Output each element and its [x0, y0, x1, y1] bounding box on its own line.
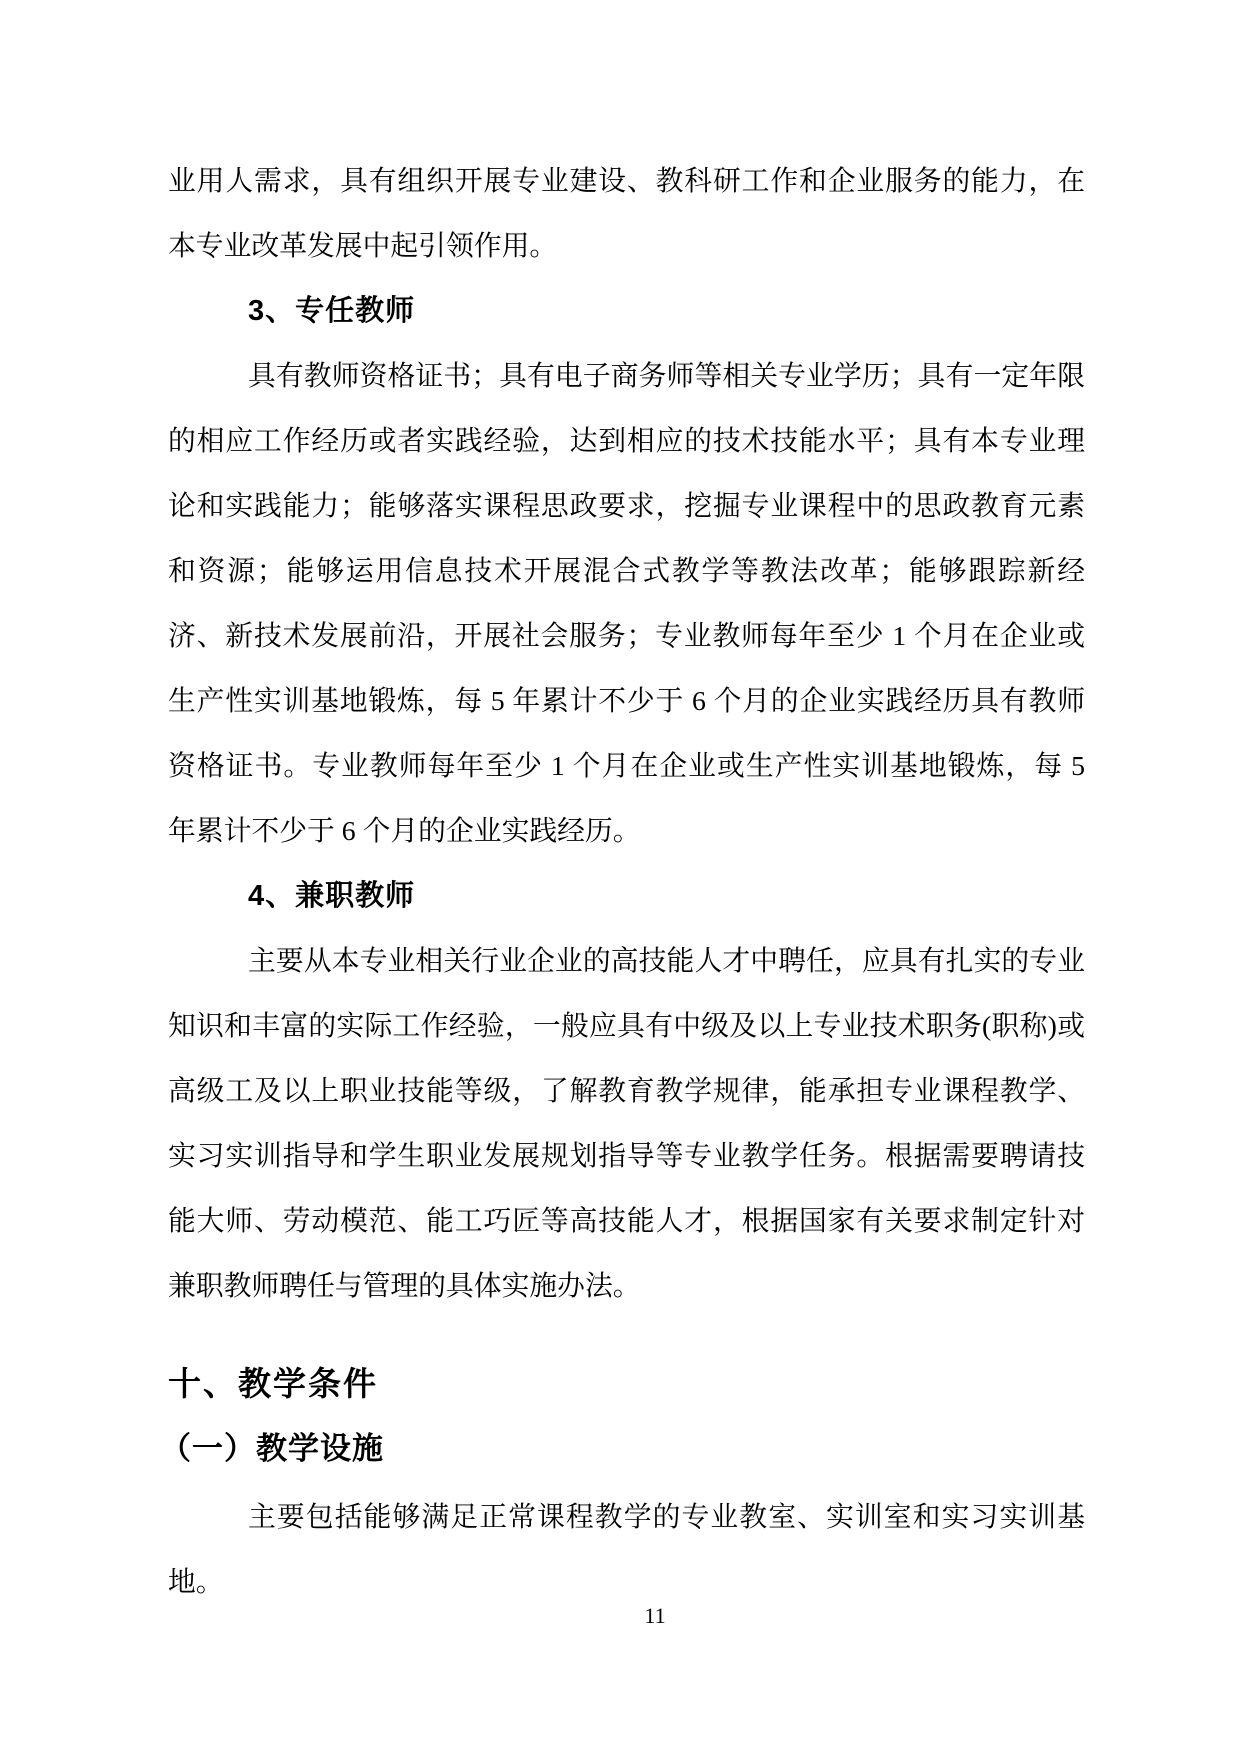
- paragraph-parttime-teachers: 主要从本专业相关行业企业的高技能人才中聘任，应具有扎实的专业知识和丰富的实际工作经验，一般应具有中级及以上专业技术职务(职称)或高级工及以上职业技能等级，了解教育教学规律，能承担专业课程教学、实习实训指导和学生职业发展规划指导等专业教学任务。根据需要聘请技能大师、劳动模范、能工巧匠等高技能人才，根据国家有关要求制定针对兼职教师聘任与管理的具体实施办法。: [168, 946, 1085, 1302]
- page-number: 11: [644, 1603, 666, 1628]
- paragraph-fulltime-teachers: 具有教师资格证书；具有电子商务师等相关专业学历；具有一定年限的相应工作经历或者实践经验，达到相应的技术技能水平；具有本专业理论和实践能力；能够落实课程思政要求，挖掘专业课程中的思政教育元素和资源；能够运用信息技术开展混合式教学等教法改革；能够跟踪新经济、新技术发展前沿，开展社会服务；专业教师每年至少 1 个月在企业或生产性实训基地锻炼，每 5 年累计不少于 6 个月的企业实践经历具有教师资格证书。专业教师每年至少 1 个月在企业或生产性实训基地锻炼，每 5 年累计不少于 6 个月的企业实践经历。: [168, 361, 1085, 847]
- section-heading-teaching-conditions: 十、教学条件: [168, 1365, 378, 1402]
- subsection-heading-teaching-facilities: （一）教学设施: [160, 1431, 384, 1466]
- paragraph-teaching-facilities: 主要包括能够满足正常课程教学的专业教室、实训室和实习实训基地。: [168, 1502, 1085, 1598]
- heading-fulltime-teachers: 3、专任教师: [248, 295, 416, 327]
- page-content: [160, 149, 1085, 1615]
- heading-parttime-teachers: 4、兼职教师: [248, 880, 416, 912]
- paragraph-continuation: 业用人需求，具有组织开展专业建设、教科研工作和企业服务的能力，在本专业改革发展中起引领作用。: [168, 166, 1085, 262]
